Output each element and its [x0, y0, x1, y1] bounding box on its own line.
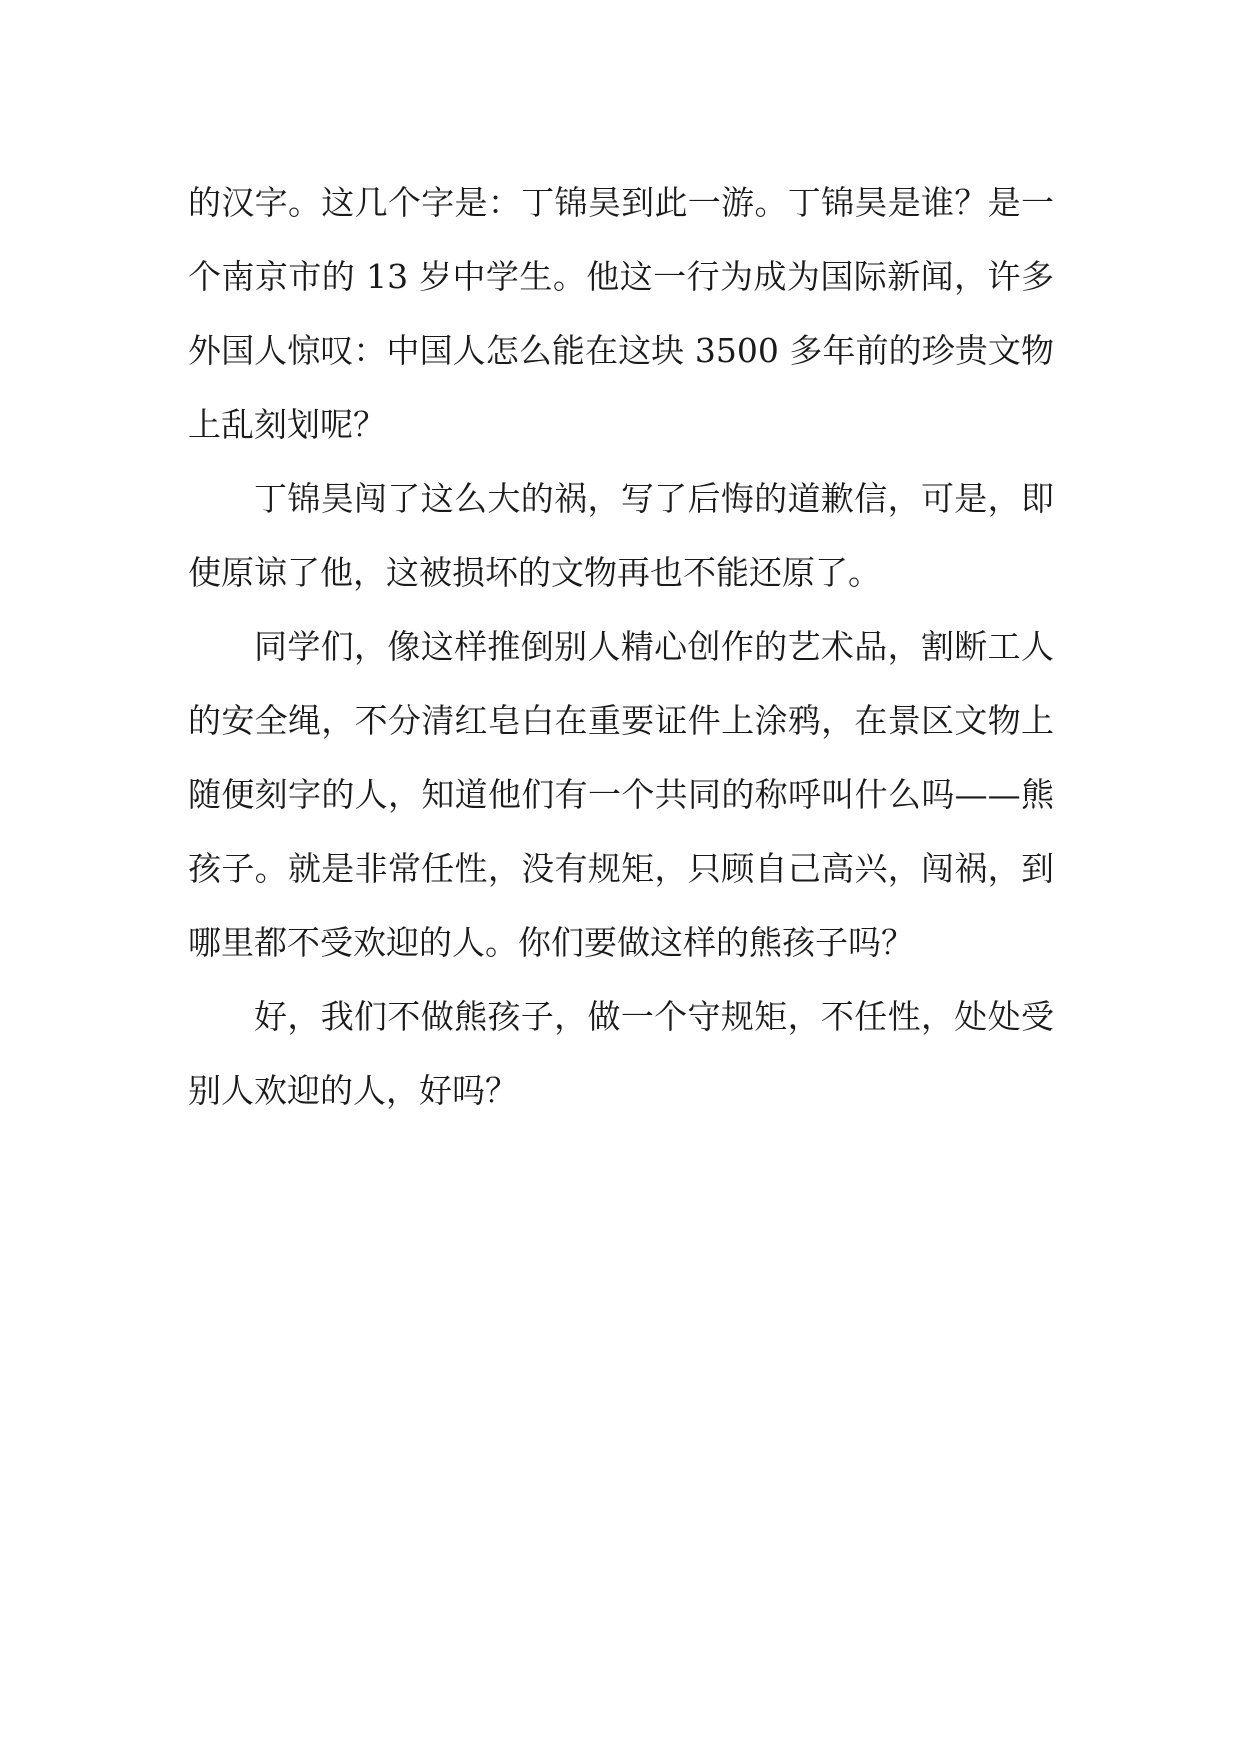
text-line: 物上乱刻划呢？ [188, 331, 1054, 444]
text-line: 同学们，像这样推倒别人精心创作的艺术品，割断工 [254, 627, 1021, 666]
text-line: 物上随便刻字的人，知道他们有一个共同的称呼叫什么吗 [188, 701, 1055, 814]
text-line: 一个南京市的 13 岁中学生。他这一行为成为国际新闻，许 [188, 183, 1054, 296]
text-line: 受别人欢迎的人，好吗？ [188, 997, 1054, 1110]
text-line: 的汉字。这几个字是：丁锦昊到此一游。丁锦昊是谁？是 [188, 183, 1021, 222]
text-line: 人的安全绳，不分清红皂白在重要证件上涂鸦，在景区文 [188, 627, 1054, 740]
paragraph-1 [188, 166, 1054, 462]
paragraph-4 [188, 980, 1054, 1128]
text-line: 多外国人惊叹：中国人怎么能在这块 3500 多年前的珍贵文 [188, 257, 1054, 370]
text-line: 即使原谅了他，这被损坏的文物再也不能还原了。 [188, 479, 1054, 592]
text-line: 丁锦昊闯了这么大的祸，写了后悔的道歉信，可是， [254, 479, 1021, 518]
text-line: 好，我们不做熊孩子，做一个守规矩，不任性，处处 [254, 997, 1021, 1036]
text-line: 闯祸，到哪里都不受欢迎的人。你们要做这样的熊孩子吗？ [188, 849, 1055, 962]
paragraph-2 [188, 462, 1054, 610]
paragraph-3 [188, 610, 1054, 980]
document-body [188, 166, 1054, 1128]
text-line: ——熊孩子。就是非常任性，没有规矩，只顾自己高兴， [188, 775, 1055, 888]
